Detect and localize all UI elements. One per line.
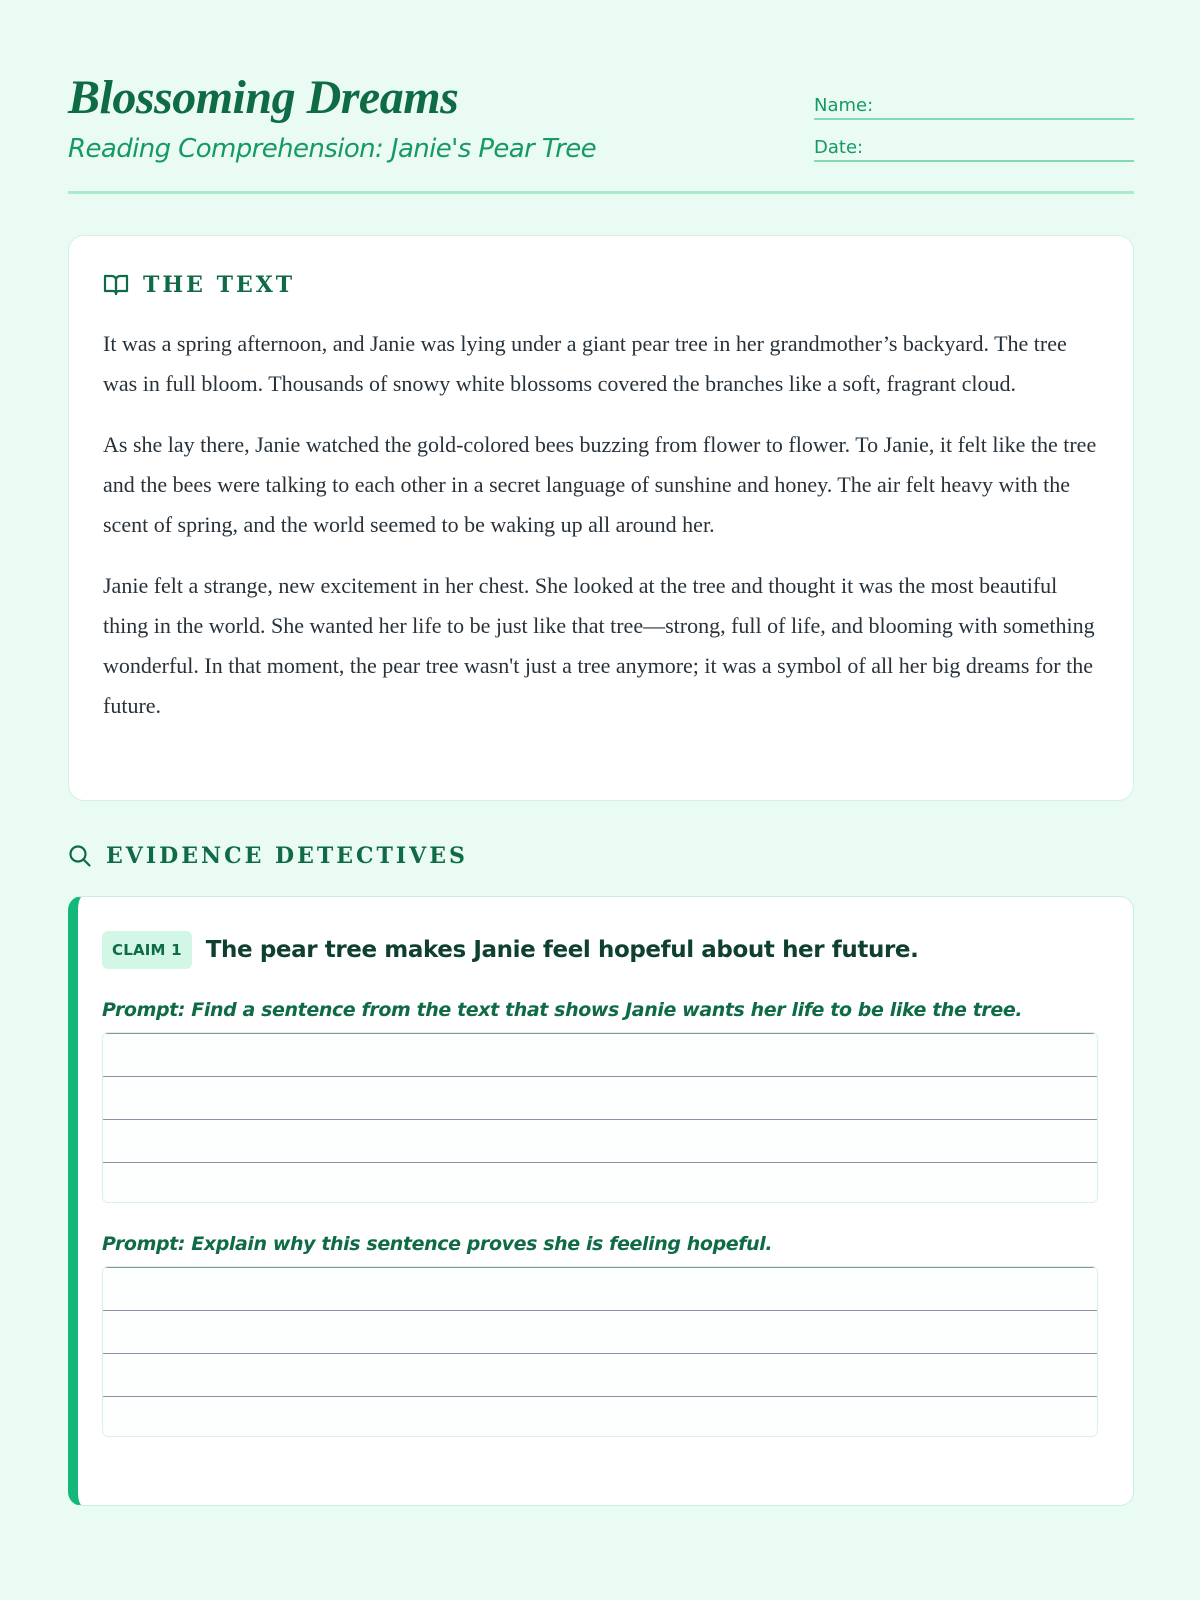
name-field[interactable] [814,95,1134,120]
writing-line [103,1396,1097,1397]
writing-line [103,1310,1097,1311]
writing-line [103,1267,1097,1268]
text-section-title: THE TEXT [143,272,296,298]
evidence-section-title: EVIDENCE DETECTIVES [106,843,468,869]
claim-row [102,931,918,969]
writing-line [103,1033,1097,1034]
date-field[interactable] [814,137,1134,162]
claim-badge: CLAIM 1 [102,931,192,969]
writing-line [103,1162,1097,1163]
claim-text: The pear tree makes Janie feel hopeful about her future. [205,937,919,963]
passage-paragraph: As she lay there, Janie watched the gold-colored bees buzzing from flower to flower. To Janie, it felt like the tree and the bees were talking to each other in a secret language of sunshine and honey. The air felt heavy with the scent of spring, and the world seemed to be waking up all around her. [103,432,1097,537]
reading-passage [103,324,1103,747]
answer-lines-1[interactable] [102,1032,1098,1203]
evidence-section-heading [68,843,468,869]
writing-line [103,1119,1097,1120]
date-label: Date: [814,137,864,158]
worksheet-page [68,0,1134,1255]
answer-lines-2[interactable] [102,1266,1098,1437]
page-subtitle: Reading Comprehension: Janie's Pear Tree [68,134,597,164]
passage-paragraph: Janie felt a strange, new excitement in her chest. She looked at the tree and thought it was the most beautiful thing in the world. She wanted her life to be just like that tree—strong, full of life, and blooming with something wonderful. In that moment, the pear tree wasn't just a tree anymore; it was a symbol of all her big dreams for the future. [103,573,1095,718]
prompt-explain: Prompt: Explain why this sentence proves she is feeling hopeful. [102,1233,773,1255]
page-title: Blossoming Dreams [68,71,459,124]
book-icon [103,273,129,297]
claim-card [68,896,1134,1506]
name-label: Name: [814,95,874,116]
text-card [68,235,1134,801]
writing-line [103,1353,1097,1354]
text-section-heading [103,272,295,298]
writing-line [103,1076,1097,1077]
prompt-find-sentence: Prompt: Find a sentence from the text that shows Janie wants her life to be like the tree. [102,999,1023,1021]
passage-paragraph: It was a spring afternoon, and Janie was lying under a giant pear tree in her grandmother’s backyard. The tree was in full bloom. Thousands of snowy white blossoms covered the branches like a soft, fragrant cloud. [103,331,1067,396]
search-icon [68,844,92,868]
worksheet-header [68,0,1134,194]
